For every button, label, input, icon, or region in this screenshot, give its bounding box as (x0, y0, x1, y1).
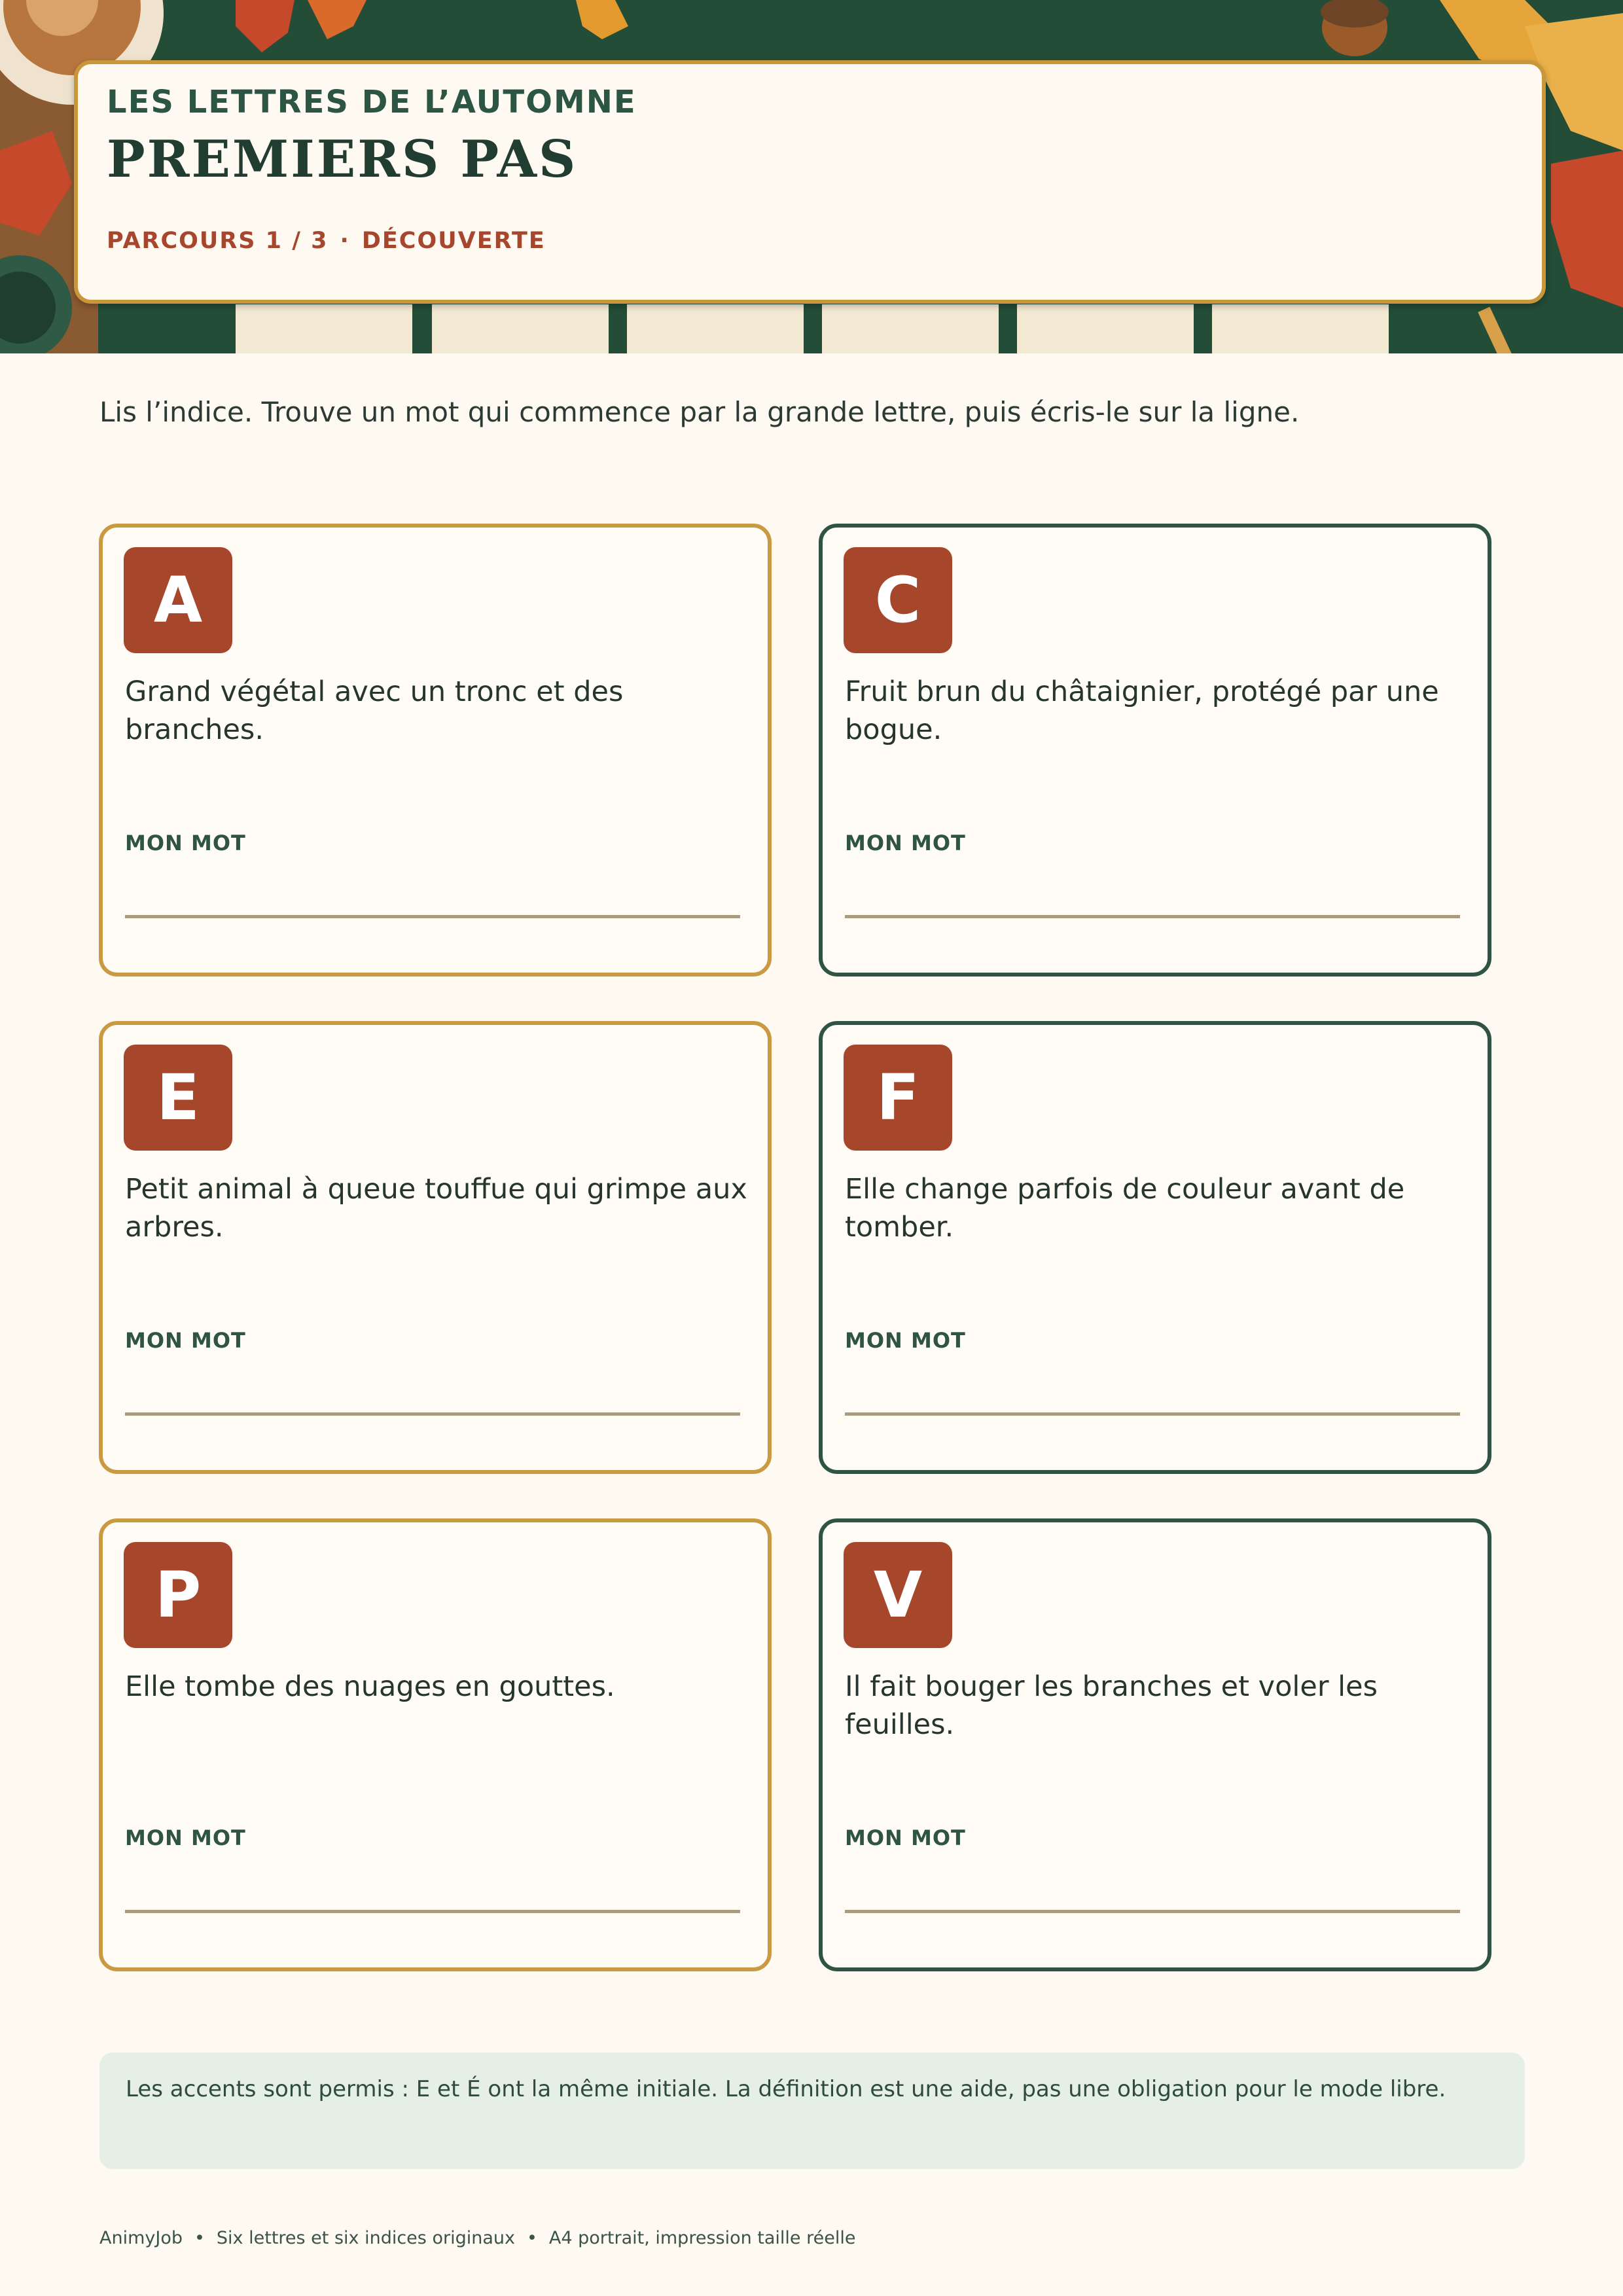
clue-card-p (99, 1518, 772, 1971)
letter-badge: F (844, 1045, 952, 1151)
clue-card-f (819, 1021, 1491, 1474)
tip-note (99, 2053, 1525, 2169)
clue-text: Grand végétal avec un tronc et des branches. (125, 675, 624, 746)
word-label: MON MOT (125, 1328, 246, 1353)
clue-card-v (819, 1518, 1491, 1971)
title-card (74, 60, 1546, 304)
answer-write-line[interactable] (125, 1412, 740, 1416)
word-label: MON MOT (845, 831, 966, 855)
course-subtitle (107, 228, 546, 254)
page-footer (99, 2228, 855, 2248)
clue-text: Petit animal à queue touffue qui grimpe aux arbres. (125, 1173, 747, 1244)
answer-write-line[interactable] (125, 915, 740, 918)
series-kicker: LES LETTRES DE L’AUTOMNE (107, 84, 637, 120)
answer-write-line[interactable] (845, 915, 1460, 918)
clue-text: Il fait bouger les branches et voler les feuilles. (845, 1670, 1378, 1741)
letter-badge: V (844, 1542, 952, 1648)
clue-text: Elle change parfois de couleur avant de tomber. (845, 1173, 1405, 1244)
footer-separator: • (194, 2228, 205, 2248)
word-label: MON MOT (125, 1825, 246, 1850)
course-mode: DÉCOUVERTE (361, 228, 546, 254)
clue-text: Elle tombe des nuages en gouttes. (125, 1670, 615, 1703)
header-banner (0, 0, 1623, 353)
subtitle-separator: · (340, 228, 350, 254)
tip-note-text: Les accents sont permis : E et É ont la même initiale. La définition est une aide, pas une obligation pour le mode libre. (126, 2076, 1446, 2102)
word-label: MON MOT (845, 1825, 966, 1850)
clue-card-c (819, 524, 1491, 977)
letter-badge: P (124, 1542, 232, 1648)
letter-badge: C (844, 547, 952, 653)
letter-badge: E (124, 1045, 232, 1151)
footer-info: Six lettres et six indices originaux (216, 2228, 515, 2248)
page-title: PREMIERS PAS (107, 130, 578, 189)
answer-write-line[interactable] (845, 1412, 1460, 1416)
clue-card-e (99, 1021, 772, 1474)
answer-write-line[interactable] (845, 1910, 1460, 1913)
letter-badge: A (124, 547, 232, 653)
word-label: MON MOT (125, 831, 246, 855)
clue-card-a (99, 524, 772, 977)
course-step: PARCOURS 1 / 3 (107, 228, 329, 254)
instructions-text: Lis l’indice. Trouve un mot qui commence par la grande lettre, puis écris-le sur la ligne. (99, 396, 1300, 428)
footer-brand: AnimyJob (99, 2228, 183, 2248)
word-label: MON MOT (845, 1328, 966, 1353)
footer-separator: • (526, 2228, 537, 2248)
clue-text: Fruit brun du châtaignier, protégé par une bogue. (845, 675, 1439, 746)
footer-format: A4 portrait, impression taille réelle (548, 2228, 856, 2248)
answer-write-line[interactable] (125, 1910, 740, 1913)
